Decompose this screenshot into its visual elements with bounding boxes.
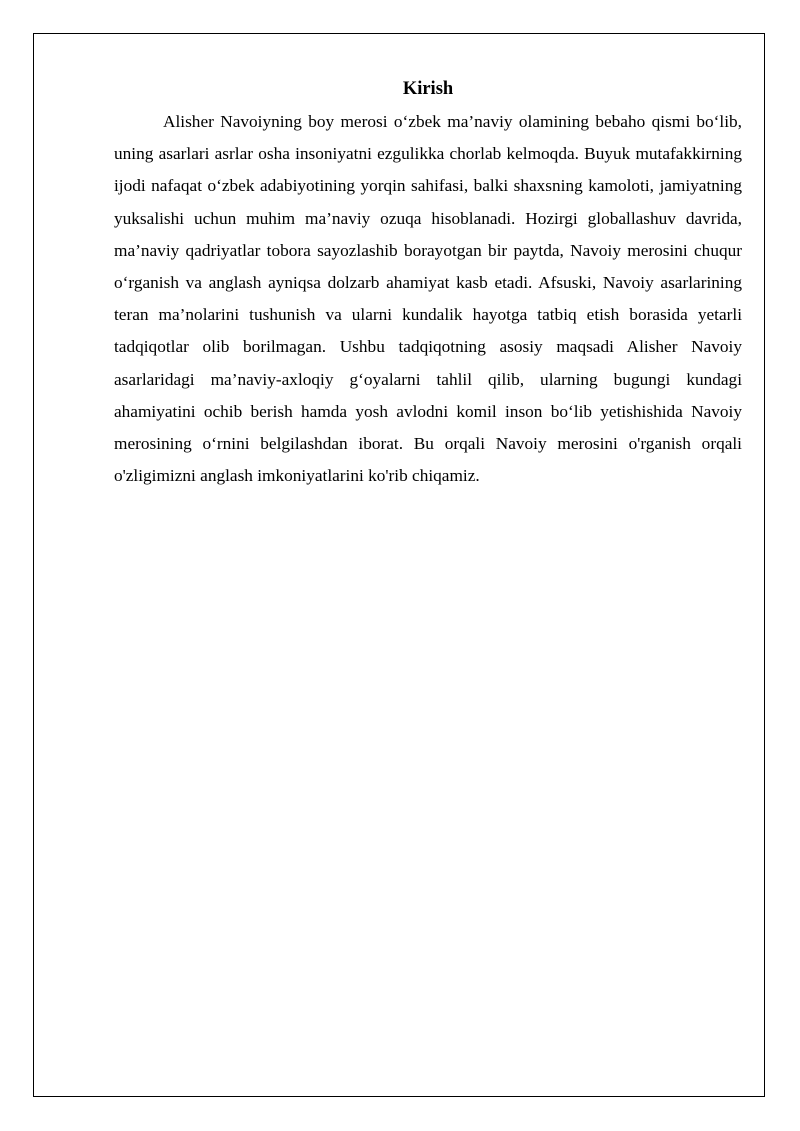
document-body xyxy=(114,74,742,492)
intro-paragraph: Alisher Navoiyning boy merosi o‘zbek ma’naviy olamining bebaho qismi bo‘lib, uning asarlari asrlar osha insoniyatni ezgulikka chorlab kelmoqda. Buyuk mutafakkirning ijodi nafaqat o‘zbek adabiyotining yorqin sahifasi, balki shaxsning kamoloti, jamiyatning yuksalishi uchun muhim ma’naviy ozuqa hisoblanadi. Hozirgi globallashuv davrida, ma’naviy qadriyatlar tobora sayozlashib borayotgan bir paytda, Navoiy merosini chuqur o‘rganish va anglash ayniqsa dolzarb ahamiyat kasb etadi. Afsuski, Navoiy asarlarining teran ma’nolarini tushunish va ularni kundalik hayotga tatbiq etish borasida yetarli tadqiqotlar olib borilmagan. Ushbu tadqiqotning asosiy maqsadi Alisher Navoiy asarlaridagi ma’naviy-axloqiy g‘oyalarni tahlil qilib, ularning bugungi kundagi ahamiyatini ochib berish hamda yosh avlodni komil inson bo‘lib yetishishida Navoiy merosining o‘rnini belgilashdan iborat. Bu orqali Navoiy merosini o'rganish orqali o'zligimizni anglash imkoniyatlarini ko'rib chiqamiz. xyxy=(114,112,742,486)
section-heading: Kirish xyxy=(402,79,454,99)
